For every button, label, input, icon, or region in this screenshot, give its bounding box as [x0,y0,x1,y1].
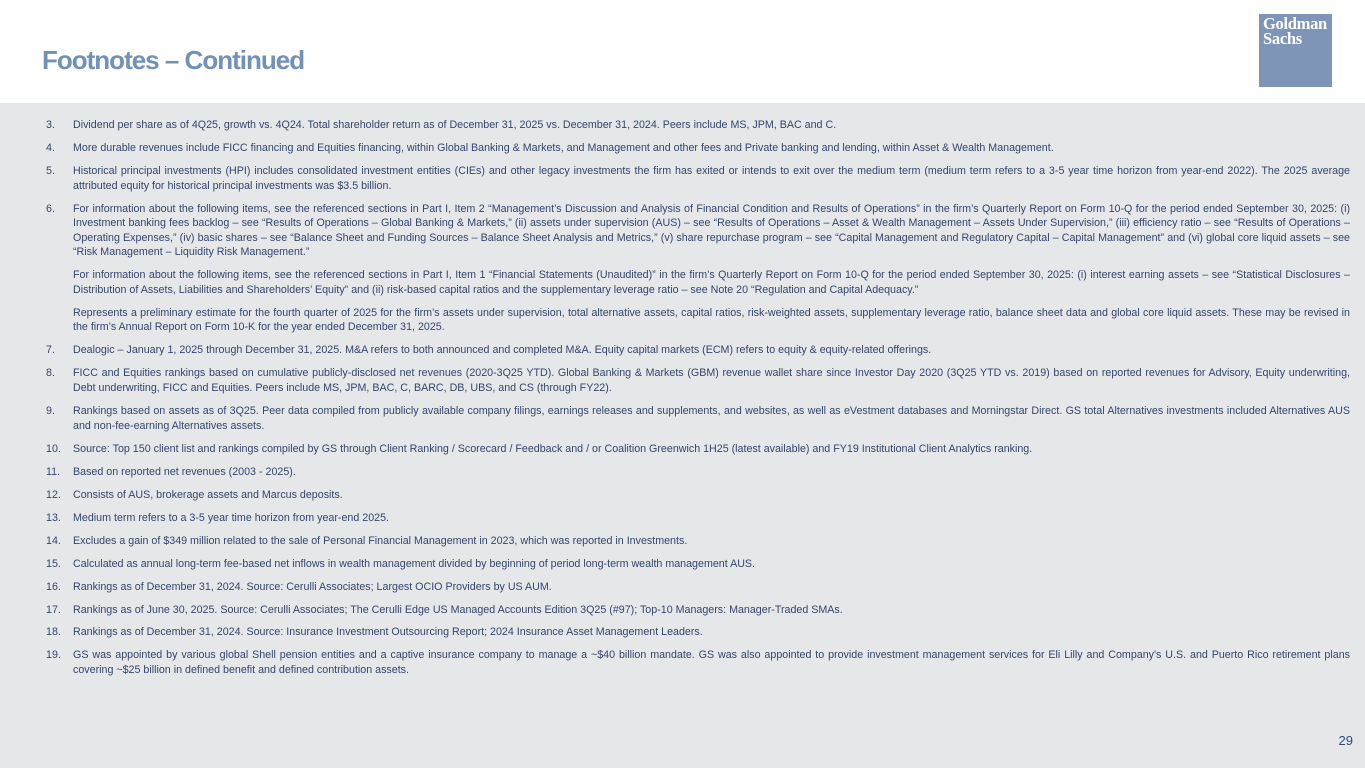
footnote-item [45,164,1350,193]
footnote-item [45,648,1350,677]
footnote-text: Historical principal investments (HPI) includes consolidated investment entities (CIEs) and other legacy investments the firm has exited or intends to exit over the medium term (medium term refers to a 3-5 year time horizon from year-end 2022). The 2025 average attributed equity for historical principal investments was $3.5 billion. [73,164,1350,192]
footnote-number: 15. [46,557,61,570]
footnote-item [45,488,1350,503]
footnote-text: Dividend per share as of 4Q25, growth vs. 4Q24. Total shareholder return as of December 31, 2025 vs. December 31, 2024. Peers include MS, JPM, BAC and C. [73,119,837,131]
footnote-text: Rankings as of June 30, 2025. Source: Cerulli Associates; The Cerulli Edge US Managed Accounts Edition 3Q25 (#97); Top-10 Managers: Manager-Traded SMAs. [73,603,843,616]
footnote-item [45,366,1350,395]
footnote-text: Consists of AUS, brokerage assets and Marcus deposits. [73,488,343,501]
footnote-item [45,534,1350,549]
footnote-text: Excludes a gain of $349 million related to the sale of Personal Financial Management in 2023, which was reported in Investments. [73,534,688,547]
footnote-number: 19. [46,649,61,662]
footnote-number: 16. [46,580,61,593]
page-number: 29 [1338,733,1353,748]
footnote-text: GS was appointed by various global Shell pension entities and a captive insurance company to manage a ~$40 billion mandate. GS was also appointed to provide investment management services for Eli Lilly and Company's U.S. and Puerto Rico retirement plans covering ~$25 billion in defined benefit and defined contribution assets. [73,649,1350,677]
footnote-number: 12. [46,488,61,501]
footnote-number: 11. [46,465,61,478]
footnote-number: 17. [46,603,61,616]
footnote-number: 6. [46,202,55,215]
footnote-item [45,580,1350,595]
footnote-text: Source: Top 150 client list and rankings compiled by GS through Client Ranking / Scorecard / Feedback and / or Coalition Greenwich 1H25 (latest available) and FY19 Institutional Client Analytics ranking. [73,442,1033,455]
footnote-number: 8. [46,367,55,380]
footnote-number: 5. [46,164,55,177]
footnote-text: FICC and Equities rankings based on cumulative publicly-disclosed net revenues (2020-3Q25 YTD). Global Banking & Markets (GBM) revenue wallet share since Investor Day 2020 (3Q25 YTD vs. 2019) based on reported revenues for Advisory, Equity underwriting, Debt underwriting, FICC and Equities. Peers include MS, JPM, BAC, C, BARC, DB, UBS, and CS (through FY22). [73,367,1350,395]
footnote-text: Dealogic – January 1, 2025 through December 31, 2025. M&A refers to both announced and completed M&A. Equity capital markets (ECM) refers to equity & equity-related offerings. [73,344,932,357]
footnote-text: For information about the following items, see the referenced sections in Part I, Item 2 “Management’s Discussion and Analysis of Financial Condition and Results of Operations” in the firm’s Quarterly Report on Form 10-Q for the period ended September 30, 2025: (i) Investment banking fees backlog – see “Results of Operations – Global Banking & Markets,” (ii) assets under supervision (AUS) – see “Results of Operations – Asset & Wealth Management – Assets Under Supervision,” (iii) efficiency ratio – see “Results of Operations – Operating Expenses,” (iv) basic shares – see “Balance Sheet and Funding Sources – Balance Sheet Analysis and Metrics,” (v) share repurchase program – see “Capital Management and Regulatory Capital – Capital Management” and (vi) global core liquid assets – see “Risk Management – Liquidity Risk Management.” [73,202,1350,259]
footnote-item [45,404,1350,433]
footnote-item [45,603,1350,618]
logo-text: Goldman Sachs [1263,14,1327,48]
footnote-text: More durable revenues include FICC financing and Equities financing, within Global Banking & Markets, and Management and other fees and Private banking and lending, within Asset & Wealth Management. [73,141,1054,154]
footnote-text: Calculated as annual long-term fee-based net inflows in wealth management divided by beginning of period long-term wealth management AUS. [73,557,756,570]
footnote-number: 3. [46,119,55,131]
footnote-number: 18. [46,626,61,639]
footnote-item [45,625,1350,640]
page-title: Footnotes – Continued [42,45,305,75]
footnote-number: 4. [46,141,55,154]
footnote-number: 7. [46,344,55,357]
footnote-item [45,465,1350,480]
footnote-item [45,141,1350,156]
footnote-item [45,118,1350,133]
footnote-item [45,442,1350,457]
goldman-sachs-logo [1259,14,1332,87]
footnote-number: 14. [46,534,61,547]
footnote-item [45,557,1350,572]
footnote-number: 10. [46,442,61,455]
footnote-text: Rankings based on assets as of 3Q25. Peer data compiled from publicly available company filings, earnings releases and supplements, and websites, as well as eVestment databases and Morningstar Direct. GS total Alternatives investments included Alternatives AUS and non-fee-earning Alternatives assets. [73,405,1350,432]
footnote-text: Rankings as of December 31, 2024. Source: Cerulli Associates; Largest OCIO Providers by US AUM. [73,580,552,593]
footnote-item [45,343,1350,358]
footnote-text: Rankings as of December 31, 2024. Source: Insurance Investment Outsourcing Report; 2024 Insurance Asset Management Leaders. [73,626,703,639]
footnotes-list [45,118,1350,686]
footnote-text: Medium term refers to a 3-5 year time horizon from year-end 2025. [73,511,390,524]
footnote-number: 9. [46,405,55,418]
footnote-item [45,511,1350,526]
slide-header [0,0,1365,103]
footnote-text: Represents a preliminary estimate for the fourth quarter of 2025 for the firm’s assets under supervision, total alternative assets, capital ratios, risk-weighted assets, supplementary leverage ratio, balance sheet data and global core liquid assets. These may be revised in the firm’s Annual Report on Form 10-K for the year ended December 31, 2025. [73,306,1350,334]
footnote-item [45,202,1350,336]
footnote-text: Based on reported net revenues (2003 - 2025). [73,465,296,478]
footnote-number: 13. [46,511,61,524]
footnote-text: For information about the following items, see the referenced sections in Part I, Item 1 “Financial Statements (Unaudited)” in the firm’s Quarterly Report on Form 10-Q for the period ended September 30, 2025: (i) interest earning assets – see “Statistical Disclosures – Distribution of Assets, Liabilities and Shareholders’ Equity” and (ii) risk-based capital ratios and the supplementary leverage ratio – see Note 20 “Regulation and Capital Adequacy.” [73,269,1350,296]
